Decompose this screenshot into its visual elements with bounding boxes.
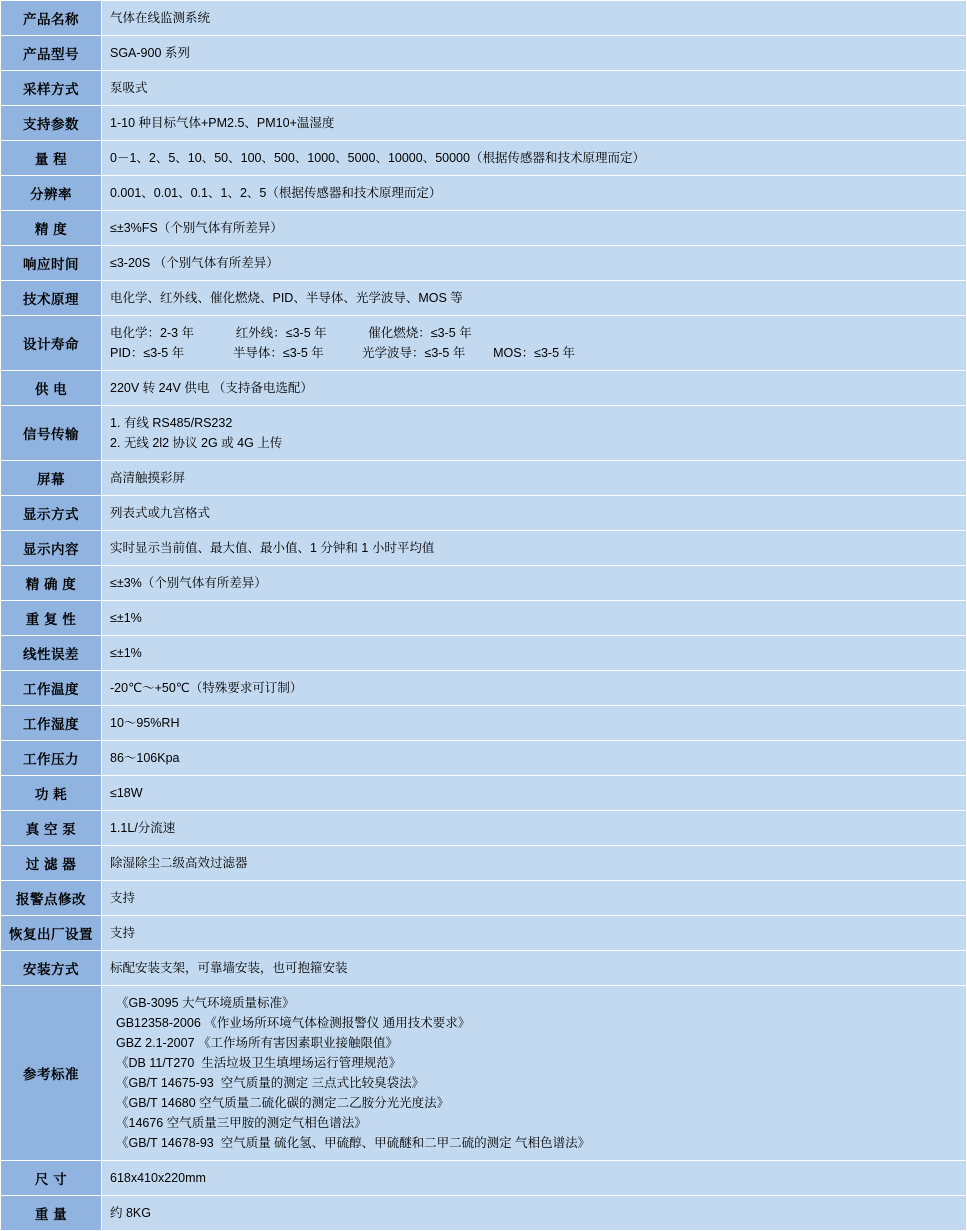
- table-row: [1, 246, 967, 281]
- table-row: [1, 106, 967, 141]
- standard-line: 《GB/T 14680 空气质量二硫化碳的测定二乙胺分光光度法》: [116, 1096, 450, 1110]
- spec-value: [102, 211, 967, 246]
- spec-value-line: 0.001、0.01、0.1、1、2、5（根据传感器和技术原理而定）: [110, 186, 442, 200]
- spec-label: 恢复出厂设置: [1, 916, 102, 951]
- spec-value-line: 2. 无线 2l2 协议 2G 或 4G 上传: [110, 436, 283, 450]
- spec-value: [102, 1196, 967, 1231]
- spec-value: [102, 406, 967, 461]
- table-row: [1, 916, 967, 951]
- spec-label: 技术原理: [1, 281, 102, 316]
- table-row: [1, 706, 967, 741]
- spec-value-line: 高清触摸彩屏: [110, 471, 186, 485]
- table-row: [1, 36, 967, 71]
- spec-label: 采样方式: [1, 71, 102, 106]
- spec-label: 工作湿度: [1, 706, 102, 741]
- table-row: [1, 281, 967, 316]
- spec-value: [102, 636, 967, 671]
- standard-line: 《GB-3095 大气环境质量标准》: [116, 996, 295, 1010]
- standard-line: GBZ 2.1-2007 《工作场所有害因素职业接触限值》: [116, 1036, 398, 1050]
- table-row: [1, 636, 967, 671]
- spec-value: [102, 1, 967, 36]
- spec-value-line: 1-10 种目标气体+PM2.5、PM10+温湿度: [110, 116, 335, 130]
- table-row: [1, 1196, 967, 1231]
- spec-value-line: ≤3-20S （个别气体有所差异）: [110, 256, 279, 270]
- spec-value-line: 1.1L/分流速: [110, 821, 176, 835]
- table-row: [1, 316, 967, 371]
- spec-value: [102, 371, 967, 406]
- spec-label: 参考标准: [1, 986, 102, 1161]
- table-row: [1, 176, 967, 211]
- spec-label: 精 度: [1, 211, 102, 246]
- table-row: [1, 406, 967, 461]
- spec-label: 屏幕: [1, 461, 102, 496]
- spec-value: [102, 706, 967, 741]
- spec-value-line: 除湿除尘二级高效过滤器: [110, 856, 248, 870]
- spec-value-line: 约 8KG: [110, 1206, 151, 1220]
- table-row: [1, 986, 967, 1161]
- spec-label: 过 滤 器: [1, 846, 102, 881]
- spec-value: [102, 811, 967, 846]
- spec-value: [102, 71, 967, 106]
- spec-value-line: ≤18W: [110, 786, 143, 800]
- table-row: [1, 951, 967, 986]
- spec-value: [102, 566, 967, 601]
- spec-value: [102, 776, 967, 811]
- table-row: [1, 71, 967, 106]
- spec-value: [102, 176, 967, 211]
- spec-value-line: 列表式或九宫格式: [110, 506, 211, 520]
- standard-line: 《DB 11/T270 生活垃圾卫生填埋场运行管理规范》: [116, 1056, 402, 1070]
- standard-line: 《14676 空气质量三甲胺的测定气相色谱法》: [116, 1116, 367, 1130]
- spec-value: [102, 1161, 967, 1196]
- spec-label: 支持参数: [1, 106, 102, 141]
- spec-value: [102, 316, 967, 371]
- spec-value: [102, 36, 967, 71]
- spec-label: 精 确 度: [1, 566, 102, 601]
- spec-value: [102, 881, 967, 916]
- spec-value: [102, 951, 967, 986]
- spec-value: [102, 531, 967, 566]
- spec-value: [102, 916, 967, 951]
- spec-label: 重 量: [1, 1196, 102, 1231]
- spec-label: 响应时间: [1, 246, 102, 281]
- spec-value: [102, 141, 967, 176]
- spec-value: [102, 671, 967, 706]
- table-row: [1, 811, 967, 846]
- table-row: [1, 566, 967, 601]
- spec-value-line: 电化学：2-3 年 红外线：≤3-5 年 催化燃烧：≤3-5 年: [110, 326, 472, 340]
- table-row: [1, 371, 967, 406]
- spec-label: 真 空 泵: [1, 811, 102, 846]
- spec-label: 工作压力: [1, 741, 102, 776]
- spec-value-line: 618x410x220mm: [110, 1171, 206, 1185]
- table-row: [1, 496, 967, 531]
- spec-value-line: -20℃～+50℃（特殊要求可订制）: [110, 681, 303, 695]
- spec-label: 分辨率: [1, 176, 102, 211]
- spec-label: 供 电: [1, 371, 102, 406]
- spec-value-line: 220V 转 24V 供电 （支持备电选配）: [110, 381, 313, 395]
- spec-label: 显示内容: [1, 531, 102, 566]
- spec-label: 量 程: [1, 141, 102, 176]
- spec-value-line: 86～106Kpa: [110, 751, 180, 765]
- table-row: [1, 531, 967, 566]
- spec-label: 产品名称: [1, 1, 102, 36]
- spec-value-line: PID：≤3-5 年 半导体：≤3-5 年 光学波导：≤3-5 年 MOS：≤3-5 年: [110, 346, 576, 360]
- spec-value-line: ≤±1%: [110, 646, 142, 660]
- spec-value: [102, 461, 967, 496]
- standard-line: 《GB/T 14678-93 空气质量 硫化氢、甲硫醇、甲硫醚和二甲二硫的测定 气相色谱法》: [116, 1136, 591, 1150]
- spec-label: 线性误差: [1, 636, 102, 671]
- spec-value-line: ≤±1%: [110, 611, 142, 625]
- table-row: [1, 141, 967, 176]
- spec-value-line: 支持: [110, 891, 136, 905]
- table-row: [1, 211, 967, 246]
- table-row: [1, 601, 967, 636]
- spec-label: 尺 寸: [1, 1161, 102, 1196]
- spec-label: 功 耗: [1, 776, 102, 811]
- spec-value-line: 气体在线监测系统: [110, 11, 211, 25]
- spec-value: [102, 846, 967, 881]
- standard-line: GB12358-2006 《作业场所环境气体检测报警仪 通用技术要求》: [116, 1016, 471, 1030]
- table-row: [1, 881, 967, 916]
- spec-value-line: 泵吸式: [110, 81, 148, 95]
- spec-value-line: ≤±3%FS（个别气体有所差异）: [110, 221, 283, 235]
- table-row: [1, 671, 967, 706]
- spec-value: [102, 601, 967, 636]
- spec-label: 重 复 性: [1, 601, 102, 636]
- table-row: [1, 776, 967, 811]
- spec-value: [102, 741, 967, 776]
- spec-value-line: 实时显示当前值、最大值、最小值、1 分钟和 1 小时平均值: [110, 541, 435, 555]
- spec-label: 产品型号: [1, 36, 102, 71]
- spec-table-body: [1, 1, 967, 1231]
- spec-value-line: 0－1、2、5、10、50、100、500、1000、5000、10000、50000（根据传感器和技术原理而定）: [110, 151, 645, 165]
- spec-value-line: ≤±3%（个别气体有所差异）: [110, 576, 267, 590]
- spec-value-line: 支持: [110, 926, 136, 940]
- table-row: [1, 461, 967, 496]
- spec-value-line: 1. 有线 RS485/RS232: [110, 416, 233, 430]
- table-row: [1, 1161, 967, 1196]
- spec-value: [102, 281, 967, 316]
- spec-value-line: 电化学、红外线、催化燃烧、PID、半导体、光学波导、MOS 等: [110, 291, 463, 305]
- spec-label: 安装方式: [1, 951, 102, 986]
- table-row: [1, 846, 967, 881]
- spec-label: 工作温度: [1, 671, 102, 706]
- spec-value-line: SGA-900 系列: [110, 46, 190, 60]
- spec-value-line: 标配安装支架，可靠墙安装，也可抱箍安装: [110, 961, 348, 975]
- spec-label: 信号传输: [1, 406, 102, 461]
- spec-value-line: 10～95%RH: [110, 716, 180, 730]
- spec-value: [102, 986, 967, 1161]
- table-row: [1, 741, 967, 776]
- spec-label: 报警点修改: [1, 881, 102, 916]
- spec-value: [102, 496, 967, 531]
- standard-line: 《GB/T 14675-93 空气质量的测定 三点式比较臭袋法》: [116, 1076, 425, 1090]
- spec-value: [102, 106, 967, 141]
- spec-label: 设计寿命: [1, 316, 102, 371]
- spec-value: [102, 246, 967, 281]
- spec-label: 显示方式: [1, 496, 102, 531]
- table-row: [1, 1, 967, 36]
